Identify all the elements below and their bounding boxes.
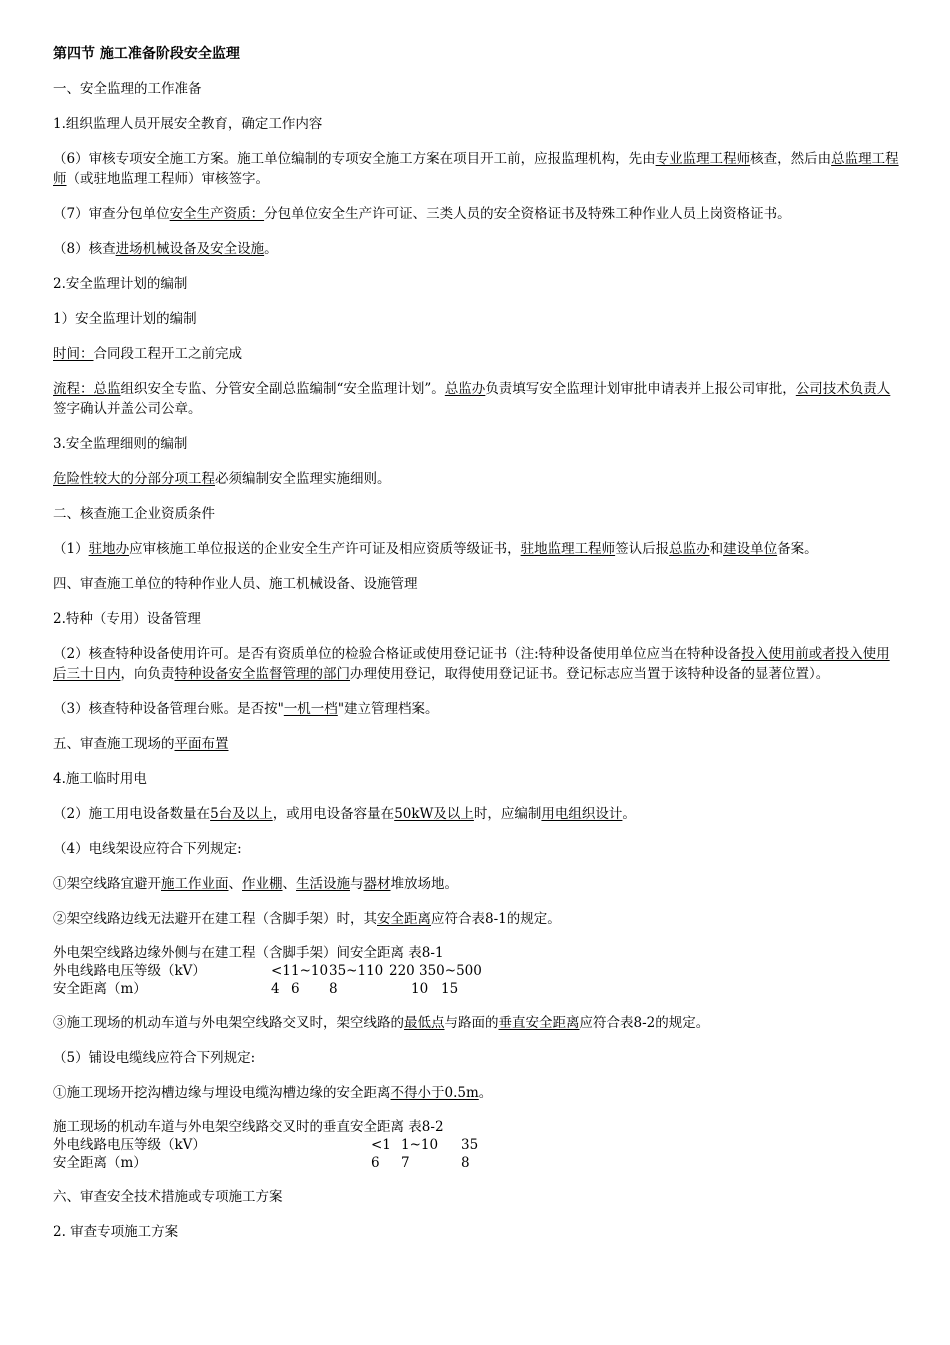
underlined-term: 驻地监理工程师 (520, 541, 616, 557)
underlined-term: 安全距离 (377, 911, 431, 927)
underlined-term: 施工作业面 (161, 876, 229, 892)
underlined-term: 总监办 (669, 541, 710, 557)
underlined-term: 总监理工程师 (53, 151, 899, 187)
underlined-term: 最低点 (404, 1015, 445, 1031)
para-cable-rules: （5）铺设电缆线应符合下列规定: (53, 1050, 256, 1066)
para-wire-rules: （4）电线架设应符合下列规定: (53, 841, 242, 857)
table-caption: 施工现场的机动车道与外电架空线路交叉时的垂直安全距离 表8-2 (53, 1119, 444, 1135)
underlined-term: 驻地办 (88, 541, 130, 557)
heading-education: 1.组织监理人员开展安全教育，确定工作内容 (53, 116, 323, 132)
heading-qualification: 二、核查施工企业资质条件 (53, 506, 215, 522)
underlined-term: 5台及以上 (210, 806, 273, 822)
para-qualification-1: （1）驻地办应审核施工单位报送的企业安全生产许可证及相应资质等级证书，驻地监理工程师签认后报总监办和建设单位备案。 (53, 541, 818, 557)
para-cable-1: ①施工现场开挖沟槽边缘与埋设电缆沟槽边缘的安全距离不得小于0.5m。 (53, 1085, 493, 1101)
para-rule-2: ②架空线路边线无法避开在建工程（含脚手架）时，其安全距离应符合表8-1的规定。 (53, 911, 561, 927)
para-equipment-license: （2）核查特种设备使用许可。是否有资质单位的检验合格证或使用登记证书（注:特种设备使用单位应当在特种设备投入使用前或者投入使用后三十日内，向负责特种设备安全监督管理的部门办理使用登记，取得使用登记证书。登记标志应当置于该特种设备的显著位置）。 (53, 646, 890, 682)
para-flow: 流程：总监组织安全专监、分管安全副总监编制“安全监理计划”。总监办负责填写安全监理计划审批申请表并上报公司审批，公司技术负责人签字确认并盖公司公章。 (53, 381, 891, 417)
underlined-term: 时间： (53, 346, 94, 362)
underlined-term: 流程：总监 (53, 381, 121, 397)
underlined-term: 平面布置 (174, 736, 229, 752)
underlined-term: 安全生产资质： (169, 206, 265, 222)
underlined-term: 专业监理工程师 (655, 151, 751, 167)
heading-rules: 3.安全监理细则的编制 (53, 436, 188, 452)
underlined-term: 总监办 (444, 381, 486, 397)
heading-site-layout: 五、审查施工现场的平面布置 (53, 736, 229, 752)
underlined-term: 投入使用前或者投入使用后三十日内 (53, 646, 890, 682)
para-equipment-ledger: （3）核查特种设备管理台账。是否按"一机一档"建立管理档案。 (53, 701, 439, 717)
subheading-plan: 1）安全监理计划的编制 (53, 311, 197, 327)
para-item-7: （7）审查分包单位安全生产资质：分包单位安全生产许可证、三类人员的安全资格证书及特殊工种作业人员上岗资格证书。 (53, 206, 791, 222)
underlined-term: 生活设施 (296, 876, 350, 892)
table-row: 安全距离（m） 6 7 8 (53, 1155, 470, 1171)
section-title: 第四节 施工准备阶段安全监理 (53, 46, 240, 62)
underlined-term: 垂直安全距离 (498, 1015, 580, 1031)
underlined-term: 用电组织设计 (541, 806, 623, 822)
underlined-term: 公司技术负责人 (795, 381, 891, 397)
heading-technical-measures: 六、审查安全技术措施或专项施工方案 (53, 1189, 283, 1205)
heading-special-operations: 四、审查施工单位的特种作业人员、施工机械设备、设施管理 (53, 576, 418, 592)
underlined-term: 特种设备安全监督管理的部门 (174, 666, 350, 682)
para-detail: 危险性较大的分部分项工程必须编制安全监理实施细则。 (53, 471, 391, 487)
underlined-term: 器材 (363, 876, 391, 892)
underlined-term: 作业棚 (242, 876, 283, 892)
document-page (53, 44, 903, 1257)
heading-review-plan: 2. 审查专项施工方案 (53, 1224, 179, 1240)
table-row: 外电线路电压等级（kV） <1 1~10 35~110 220 350~500 (53, 963, 482, 979)
para-time: 时间：合同段工程开工之前完成 (53, 346, 242, 362)
heading-special-equipment: 2.特种（专用）设备管理 (53, 611, 201, 627)
table-caption: 外电架空线路边缘外侧与在建工程（含脚手架）间安全距离 表8-1 (53, 945, 444, 961)
underlined-term: 50kW及以上 (394, 806, 474, 822)
underlined-term: 建设单位 (723, 541, 778, 557)
heading-temp-power: 4.施工临时用电 (53, 771, 147, 787)
para-rule-3: ③施工现场的机动车道与外电架空线路交叉时，架空线路的最低点与路面的垂直安全距离应符合表8-2的规定。 (53, 1015, 710, 1031)
table-8-1 (53, 944, 903, 998)
underlined-term: 危险性较大的分部分项工程 (53, 471, 215, 487)
para-power-design: （2）施工用电设备数量在5台及以上，或用电设备容量在50kW及以上时，应编制用电组织设计。 (53, 806, 636, 822)
para-rule-1: ①架空线路宜避开施工作业面、作业棚、生活设施与器材堆放场地。 (53, 876, 458, 892)
table-row: 外电线路电压等级（kV） <1 1~10 35 (53, 1137, 479, 1153)
para-item-8: （8）核查进场机械设备及安全设施。 (53, 241, 278, 257)
underlined-term: 进场机械设备及安全设施 (115, 241, 265, 257)
heading-safety-prep: 一、安全监理的工作准备 (53, 81, 202, 97)
heading-plan: 2.安全监理计划的编制 (53, 276, 188, 292)
table-8-2 (53, 1118, 903, 1172)
table-row: 安全距离（m） 4 6 8 10 15 (53, 981, 459, 997)
underlined-term: 不得小于0.5m (390, 1085, 479, 1101)
para-item-6: （6）审核专项安全施工方案。施工单位编制的专项安全施工方案在项目开工前，应报监理机构，先由专业监理工程师核查，然后由总监理工程师（或驻地监理工程师）审核签字。 (53, 151, 899, 187)
underlined-term: 一机一档 (283, 701, 338, 717)
